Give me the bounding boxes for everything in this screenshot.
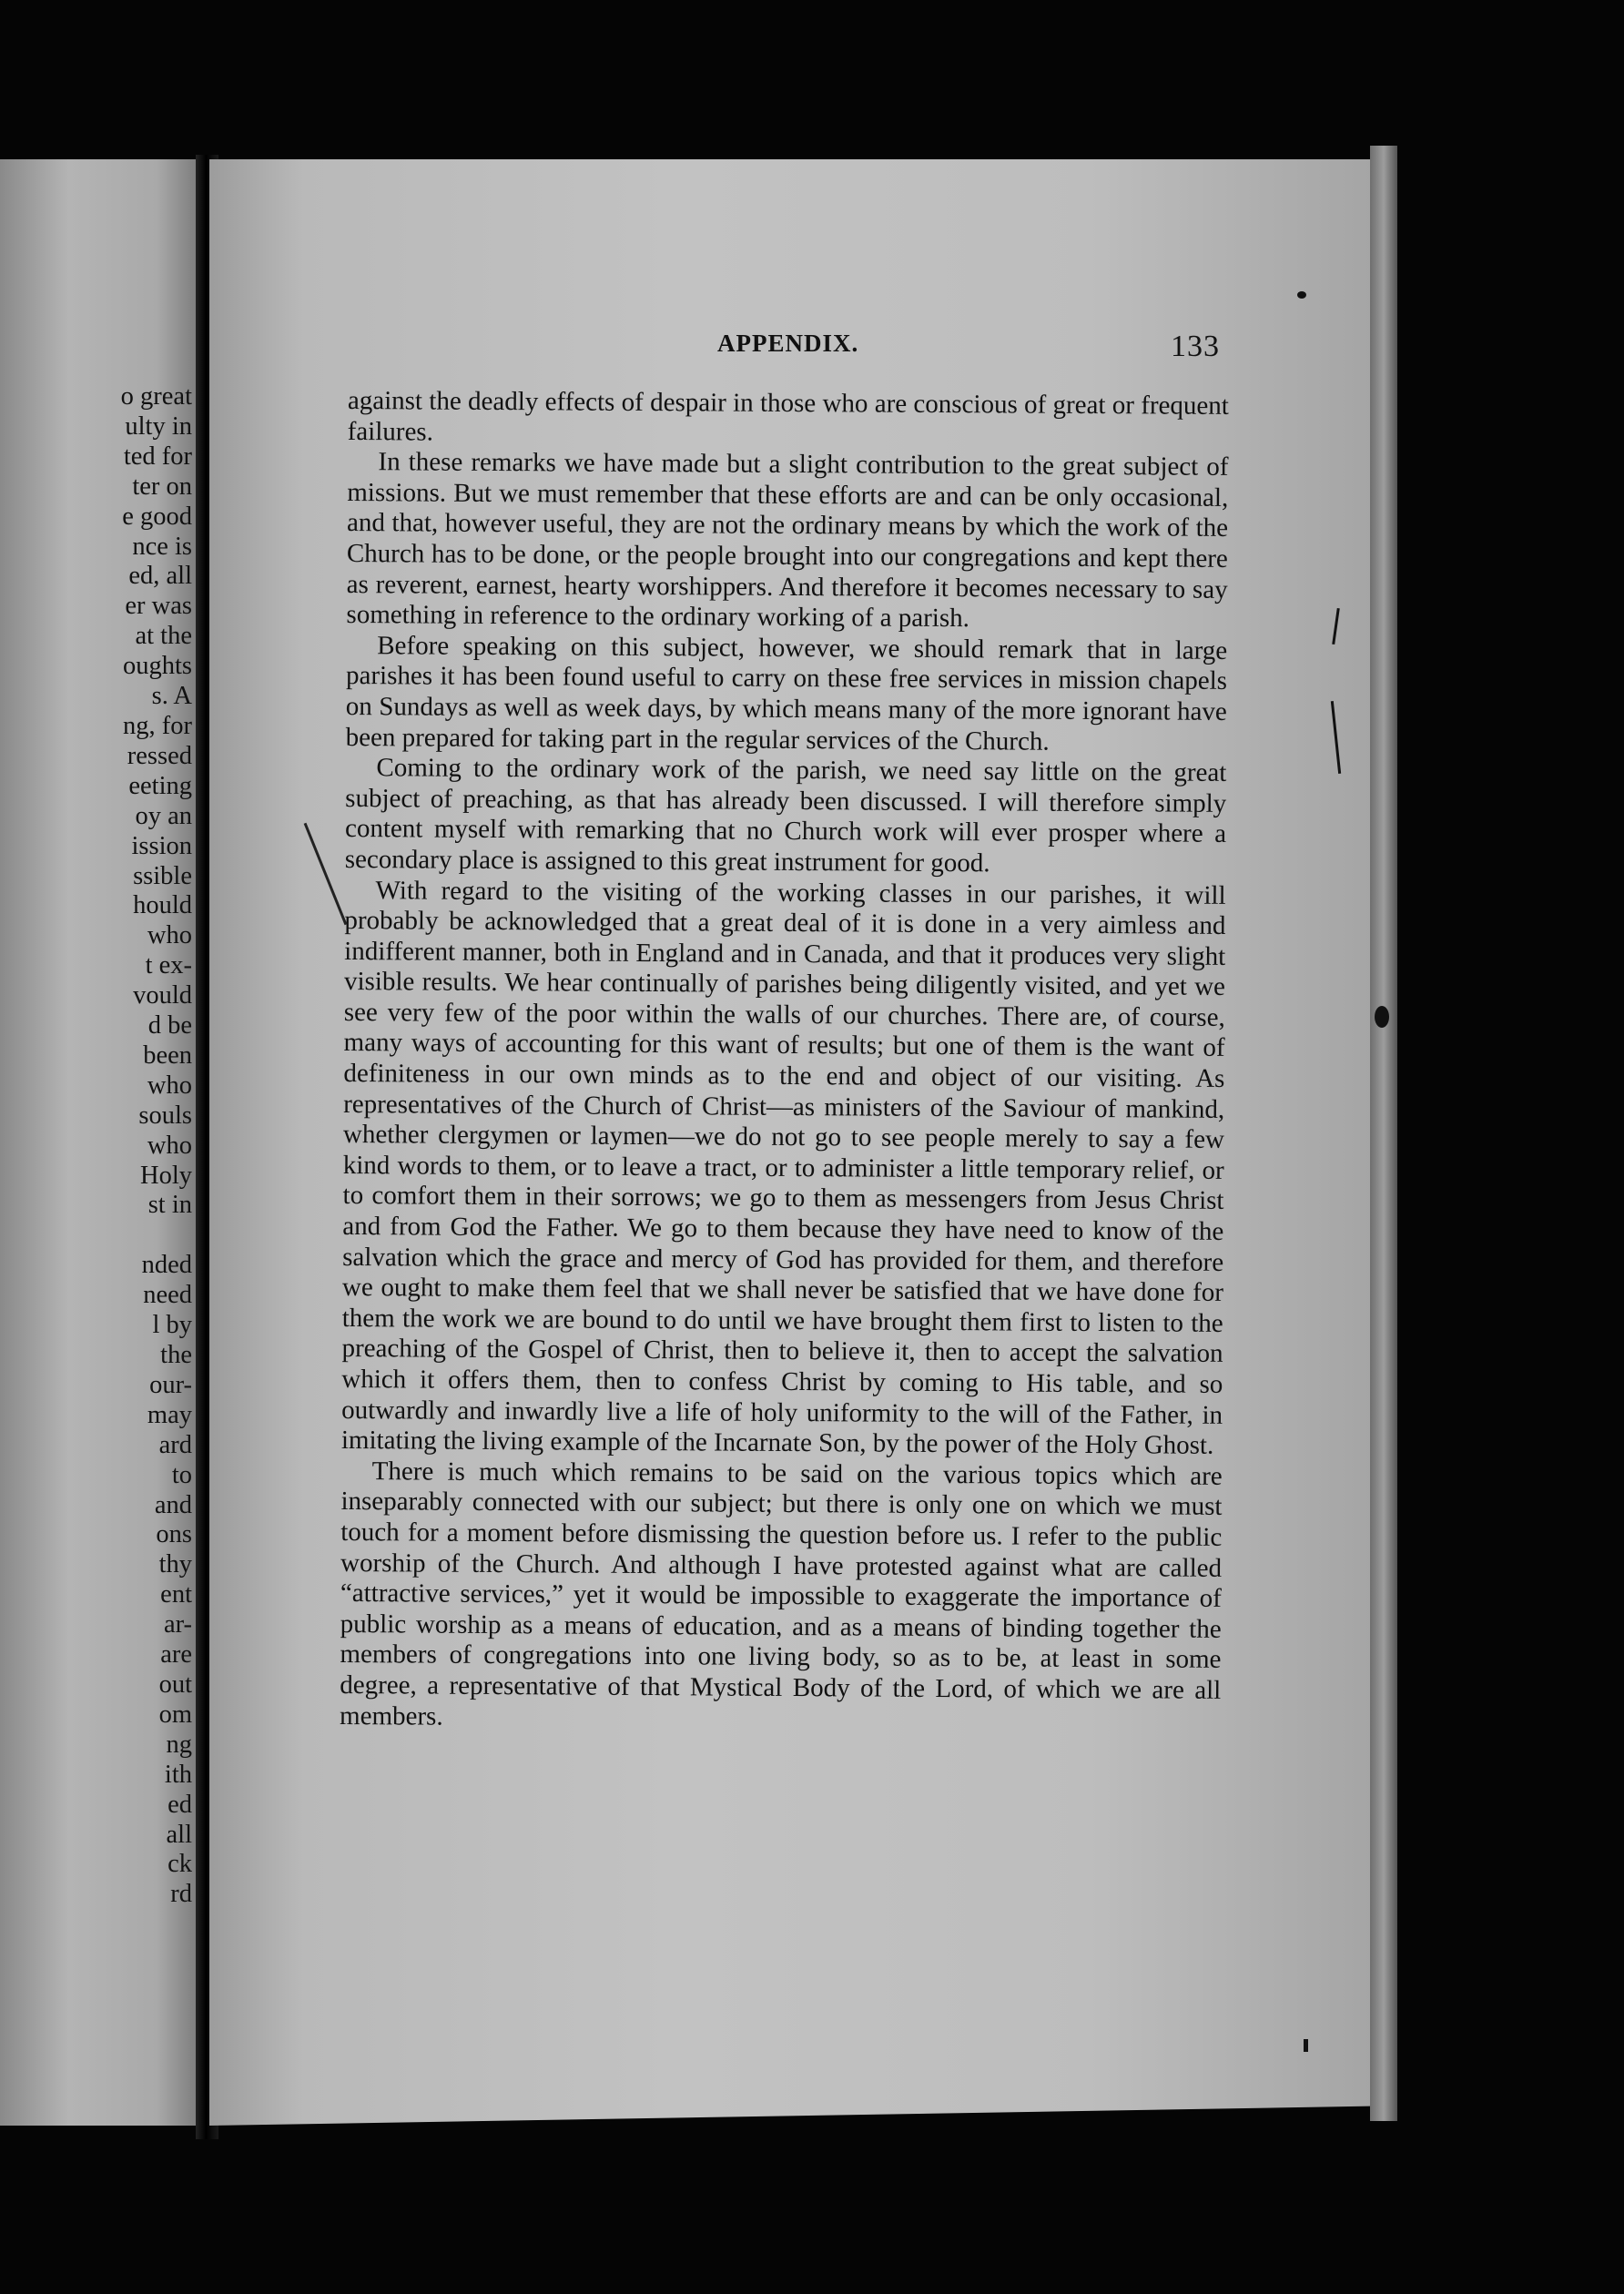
previous-page-line: d be bbox=[147, 1011, 192, 1040]
previous-page-line: our- bbox=[149, 1370, 192, 1399]
previous-page-line: vould bbox=[133, 981, 192, 1010]
previous-page-line: out bbox=[158, 1670, 192, 1699]
previous-page-line: oughts bbox=[122, 652, 192, 681]
previous-page-line: er was bbox=[125, 592, 192, 621]
paragraph: In these remarks we have made but a slight contribution to the great subject of missions. But we must remember that these efforts are and can be only occasional, and that, however useful, they are not the ordinary means by which the work of the Church has to be done, or the people brought into our congregations and kept there as reverent, earnest, hearty worshippers. And therefore it becomes necessary to say something in reference to the ordinary working of a parish. bbox=[346, 447, 1229, 634]
running-title: APPENDIX. bbox=[717, 330, 859, 357]
previous-page-line: ng bbox=[166, 1730, 192, 1759]
previous-page-line: who bbox=[147, 1131, 192, 1160]
paragraph: Before speaking on this subject, however, we should remark that in large parishes it has been found useful to carry on these free services in mission chapels on Sundays as well as week days, by which means many of the more ignorant have been prepared for taking part in the regular services of the Church. bbox=[345, 630, 1228, 756]
previous-page-line bbox=[10, 1221, 192, 1251]
previous-page-line: hould bbox=[133, 891, 192, 920]
paragraph: against the deadly effects of despair in those who are conscious of great or frequent failures. bbox=[347, 386, 1229, 447]
previous-page-line: at the bbox=[135, 622, 192, 651]
previous-page-line: s. A bbox=[151, 682, 192, 711]
paragraph: With regard to the visiting of the working classes in our parishes, it will probably be acknowledged that a great deal of it is done in a very aimless and indifferent manner, both in England and in Canada, and that it produces very slight visible results. We hear continually of parishes being diligently visited, and yet we see very few of the poor within the walls of our churches. There are, of course, many ways of accounting for this want of results; but one of them is the want of definiteness in our own minds as to the end and object of our visiting. As representatives of the Church of Christ—as ministers of the Saviour of mankind, whether clergymen or laymen—we do not go to see people merely to say a few kind words to them, or to leave a tract, or to administer a little temporary relief, or to comfort them in their sorrows; we go to them as messengers from Jesus Christ and from God the Father. We go to them because they have need to know of the salvation which the grace and mercy of God has provided for them, and therefore we ought to make them feel that we shall never be satisfied that we have done for them the work we are bound to do until we have brought them first to listen to the preaching of the Gospel of Christ, then to believe it, then to accept the salvation which it offers them, then to confess Christ by coming to His table, and so outwardly and inwardly live a life of holy uniformity to the will of the Father, in imitating the living example of the Incarnate Son, by the power of the Holy Ghost. bbox=[340, 875, 1226, 1461]
paragraph: Coming to the ordinary work of the parish, we need say little on the great subject of preaching, as that has already been discussed. I will therefore simply content myself with remarking that no Church work will ever prosper where a secondary place is assigned to this great instrument for good. bbox=[344, 753, 1227, 878]
previous-page bbox=[0, 159, 196, 2126]
previous-page-line: souls bbox=[138, 1101, 192, 1130]
previous-page-line: o great bbox=[120, 382, 192, 411]
previous-page-line: ssible bbox=[133, 861, 192, 890]
previous-page-line: who bbox=[147, 921, 192, 950]
previous-page-line: ith bbox=[164, 1760, 192, 1789]
previous-page-line: ck bbox=[167, 1850, 192, 1879]
previous-page-line: need bbox=[143, 1281, 192, 1310]
previous-page-line: to bbox=[171, 1460, 192, 1489]
previous-page-line: st in bbox=[147, 1191, 192, 1220]
previous-page-line: ons bbox=[156, 1520, 192, 1549]
previous-page-line: ed bbox=[167, 1790, 192, 1819]
previous-page-line: ted for bbox=[123, 442, 192, 471]
body-text bbox=[340, 386, 1229, 1737]
previous-page-line: may bbox=[147, 1400, 192, 1429]
previous-page-line: all bbox=[166, 1820, 192, 1849]
previous-page-line: ter on bbox=[132, 472, 192, 501]
previous-page-line: ng, for bbox=[123, 711, 192, 740]
previous-page-line: Holy bbox=[140, 1161, 192, 1190]
previous-page-line: ed, all bbox=[128, 562, 192, 591]
previous-page-line: eeting bbox=[128, 771, 192, 800]
previous-page-text-fragments bbox=[10, 382, 192, 1910]
previous-page-line: e good bbox=[122, 502, 192, 531]
previous-page-line: ulty in bbox=[125, 411, 192, 441]
previous-page-line: ar- bbox=[163, 1610, 192, 1639]
previous-page-line: t ex- bbox=[145, 951, 192, 980]
previous-page-line: the bbox=[160, 1341, 192, 1369]
page-edge bbox=[1370, 146, 1397, 2121]
previous-page-line: l by bbox=[152, 1311, 192, 1340]
previous-page-line: ard bbox=[158, 1430, 192, 1459]
previous-page-line: ission bbox=[131, 831, 192, 860]
page-number: 133 bbox=[1171, 330, 1220, 363]
paragraph: There is much which remains to be said on the various topics which are inseparably connected with our subject; but there is only one on which we must touch for a moment before dismissing the question before us. I refer to the public worship of the Church. And although I have protested against what are called “attractive services,” yet it would be impossible to exaggerate the importance of public worship as a means of education, and as a means of binding together the members of congregations into one living body, so as to be, at least in some degree, a representative of that Mystical Body of the Lord, of which we are all members. bbox=[339, 1456, 1223, 1731]
previous-page-line: nded bbox=[141, 1251, 192, 1280]
previous-page-line: who bbox=[147, 1071, 192, 1100]
previous-page-line: are bbox=[160, 1640, 192, 1670]
previous-page-line: thy bbox=[158, 1550, 192, 1579]
previous-page-line: ent bbox=[160, 1580, 192, 1609]
previous-page-line: rd bbox=[170, 1880, 192, 1909]
previous-page-line: ressed bbox=[127, 741, 192, 770]
previous-page-line: om bbox=[158, 1700, 192, 1729]
ink-blot bbox=[1375, 1006, 1389, 1028]
previous-page-line: been bbox=[143, 1040, 192, 1070]
previous-page-line: nce is bbox=[132, 532, 192, 561]
previous-page-line: and bbox=[154, 1490, 192, 1519]
speck bbox=[1297, 291, 1306, 299]
previous-page-line: oy an bbox=[135, 801, 192, 830]
speck bbox=[1304, 2039, 1308, 2052]
